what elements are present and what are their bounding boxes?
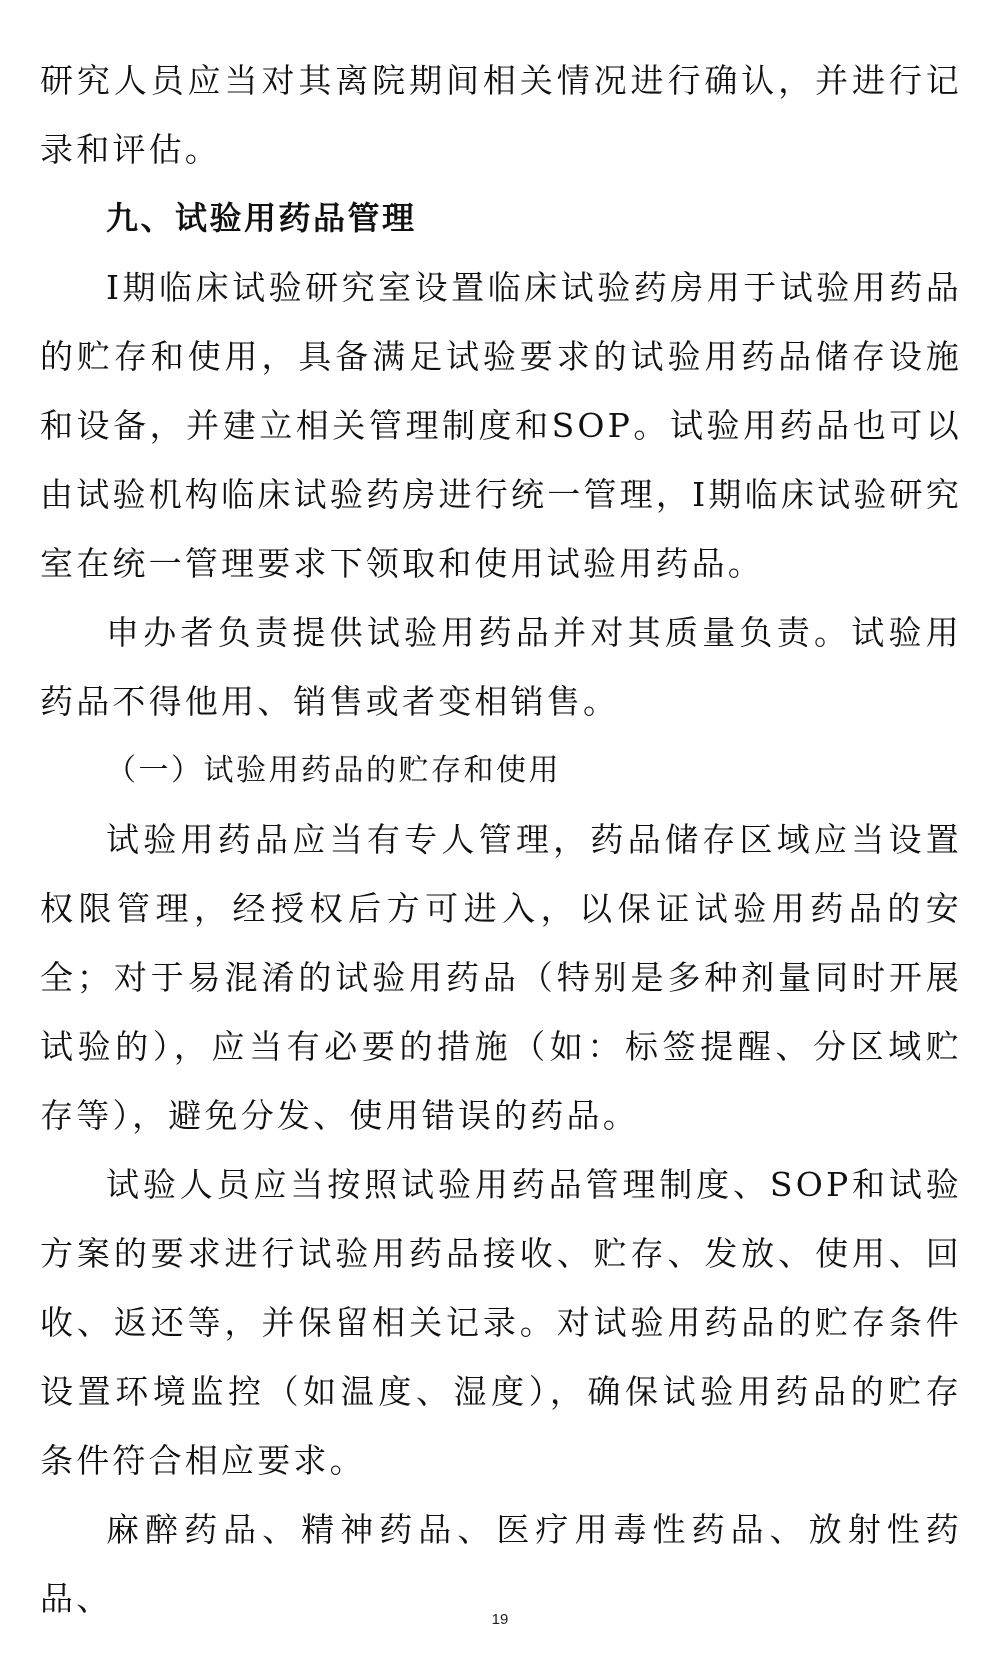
paragraph-handling-procedures: 试验人员应当按照试验用药品管理制度、SOP和试验方案的要求进行试验用药品接收、贮存、发放、使用、回收、返还等，并保留相关记录。对试验用药品的贮存条件设置环境监控（如温度、湿度），确保试验用药品的贮存条件符合相应要求。 bbox=[40, 1165, 962, 1480]
paragraph-discharge-confirmation: 研究人员应当对其离院期间相关情况进行确认，并进行记录和评估。 bbox=[40, 61, 962, 169]
section-heading-drug-management: 九、试验用药品管理 bbox=[106, 199, 417, 237]
paragraph-sponsor-responsibility: 申办者负责提供试验用药品并对其质量负责。试验用药品不得他用、销售或者变相销售。 bbox=[40, 613, 962, 721]
subsection-heading-storage-use: （一）试验用药品的贮存和使用 bbox=[106, 753, 561, 788]
paragraph-trial-pharmacy: Ⅰ期临床试验研究室设置临床试验药房用于试验用药品的贮存和使用，具备满足试验要求的试验用药品储存设施和设备，并建立相关管理制度和SOP。试验用药品也可以由试验机构临床试验药房进行统一管理，Ⅰ期临床试验研究室在统一管理要求下领取和使用试验用药品。 bbox=[40, 268, 962, 583]
page-number: 19 bbox=[491, 1611, 509, 1628]
paragraph-controlled-drugs: 麻醉药品、精神药品、医疗用毒性药品、放射性药品、 bbox=[40, 1510, 962, 1618]
paragraph-dedicated-management: 试验用药品应当有专人管理，药品储存区域应当设置权限管理，经授权后方可进入，以保证试验用药品的安全；对于易混淆的试验用药品（特别是多种剂量同时开展试验的），应当有必要的措施（如：标签提醒、分区域贮存等），避免分发、使用错误的药品。 bbox=[40, 820, 962, 1135]
